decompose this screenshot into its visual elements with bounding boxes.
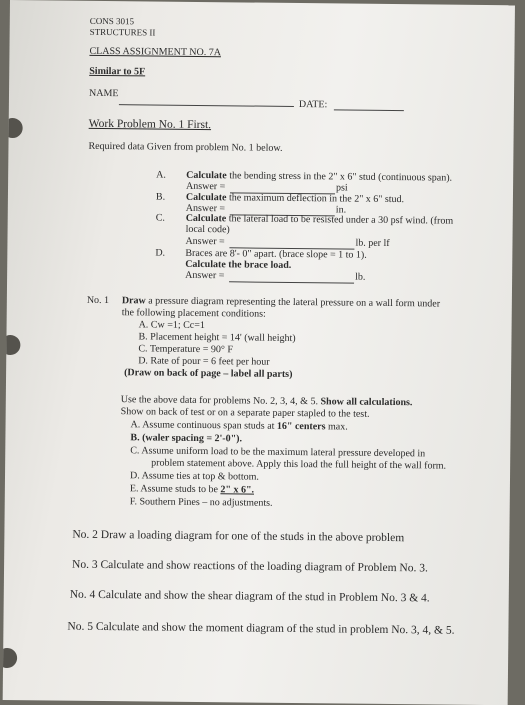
question-b-letter: B.: [155, 191, 166, 203]
question-d-letter: D.: [155, 247, 166, 259]
question-d-answer-line: [229, 281, 354, 283]
question-a-unit: psi: [335, 182, 348, 194]
data-item-c: C. Assume uniform load to be the maximum lateral pressure developed in: [130, 445, 426, 460]
data-item-f: F. Southern Pines – no adjustments.: [129, 496, 273, 509]
question-b-text: Calculate the maximum deflection in the 2" x 6" stud.: [185, 191, 405, 206]
document-page: [3, 0, 515, 705]
problem-1-item-a: A. Cw =1; Cc=1: [138, 319, 205, 332]
course-code: CONS 3015: [89, 15, 135, 27]
question-a-answer-label: Answer =: [186, 180, 226, 193]
problem-2: No. 2 Draw a loading diagram for one of the studs in the above problem: [72, 528, 405, 545]
question-b-answer-label: Answer =: [185, 202, 226, 215]
name-label: NAME: [88, 87, 119, 100]
question-d-bold: Calculate the brace load.: [185, 258, 292, 271]
question-c-unit: lb. per lf: [355, 237, 390, 249]
date-line: [334, 109, 404, 111]
question-c-text: Calculate the lateral load to be resisted under a 30 psf wind. (from: [185, 212, 454, 227]
question-d-unit: lb.: [355, 271, 366, 283]
name-line: [119, 104, 294, 107]
question-d-text: Braces are 8'- 0" apart. (brace slope = 1 to 1).: [185, 247, 367, 261]
problem-4: No. 4 Calculate and show the shear diagram of the stud in Problem No. 3 & 4.: [69, 588, 430, 605]
data-item-c-cont: problem statement above. Apply this load the full height of the wall form.: [151, 457, 447, 472]
date-label: DATE:: [298, 99, 328, 111]
question-c-text-cont: local code): [185, 223, 230, 236]
binder-hole: [3, 335, 21, 355]
problem-5: No. 5 Calculate and show the moment diagram of the stud in problem No. 3, 4, & 5.: [67, 620, 455, 637]
question-c-answer-label: Answer =: [185, 235, 225, 248]
problem-1-number: No. 1: [86, 294, 110, 307]
binder-hole: [3, 118, 23, 138]
binder-hole: [3, 648, 18, 668]
question-b-unit: in.: [335, 204, 347, 216]
problem-1-lead-cont: the following placement conditions:: [121, 307, 266, 320]
data-line-2: Show on back of test or on a separate paper stapled to the test.: [120, 406, 370, 420]
data-line-1: Use the above data for problems No. 2, 3, 4, & 5. Show all calculations.: [120, 394, 413, 409]
data-item-b: B. (waler spacing = 2'-0").: [130, 432, 243, 445]
problem-1-item-b: B. Placement height = 14' (wall height): [138, 331, 296, 345]
problem-3: No. 3 Calculate and show reactions of the loading diagram of Problem No. 3.: [72, 558, 428, 575]
similar-note: Similar to 5F: [89, 65, 146, 78]
problem-1-lead: Draw a pressure diagram representing the lateral pressure on a wall form under: [121, 295, 441, 310]
problem-1-item-d: D. Rate of pour = 6 feet per hour: [138, 355, 270, 368]
question-c-letter: C.: [155, 212, 165, 224]
problem-1-item-c: C. Temperature = 90° F: [138, 343, 233, 356]
data-item-e: E. Assume studs to be 2" x 6".: [129, 483, 255, 496]
question-d-answer-label: Answer =: [185, 269, 225, 282]
work-problem-note: Work Problem No. 1 First.: [88, 117, 212, 132]
assignment-title: CLASS ASSIGNMENT NO. 7A: [89, 45, 222, 59]
data-item-d: D. Assume ties at top & bottom.: [129, 470, 259, 483]
data-item-a: A. Assume continuous span studs at 16" centers max.: [130, 419, 348, 433]
required-data-note: Required data Given from problem No. 1 below.: [88, 140, 283, 154]
course-subject: STRUCTURES II: [89, 26, 156, 38]
question-a-letter: A.: [156, 169, 166, 181]
problem-1-note: (Draw on back of page – label all parts): [124, 367, 293, 380]
question-a-text: Calculate the bending stress in the 2" x 6" stud (continuous span).: [186, 169, 453, 184]
